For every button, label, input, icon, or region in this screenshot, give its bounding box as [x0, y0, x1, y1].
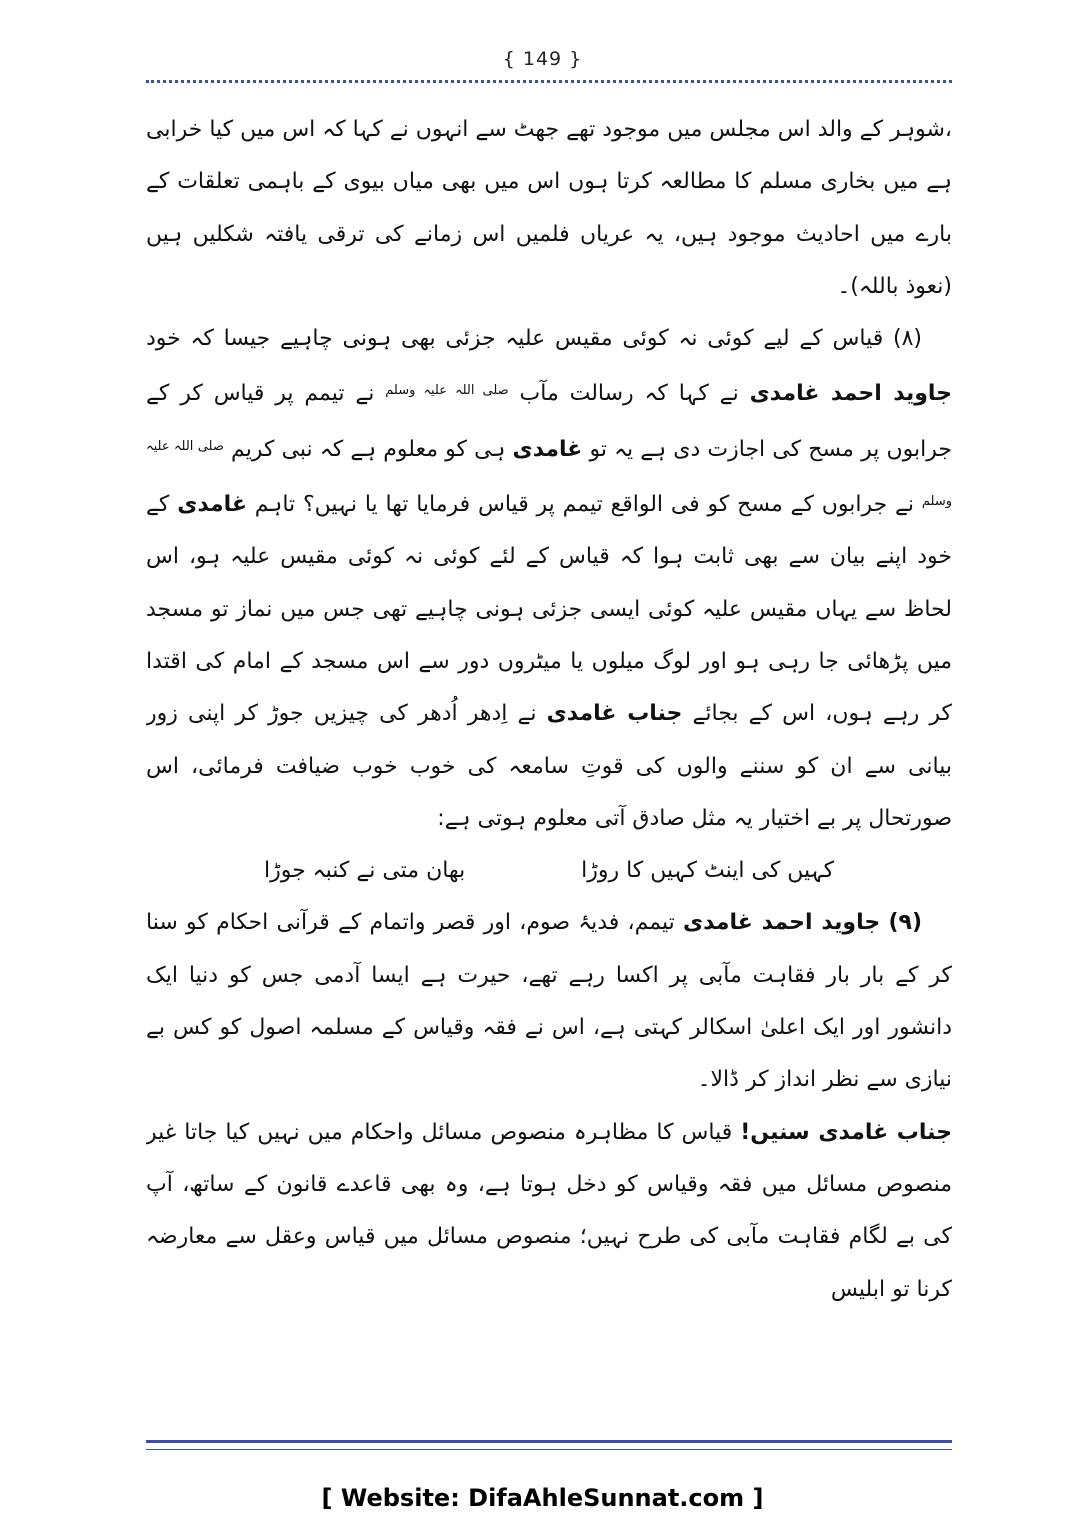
paragraph-2-text-e: نے جرابوں کے مسح کو فی الواقع تیمم پر قیاس فرمایا تھا یا نہیں؟ تاہم [254, 492, 915, 518]
honorific-salawat-1: صلی اللہ علیہ وسلم [385, 383, 509, 399]
name-janab-ghamidi-suniye: جناب غامدی سنیں! [740, 1119, 952, 1145]
name-janab-ghamidi: جناب غامدی [546, 701, 683, 727]
page-number: { 149 } [502, 48, 583, 70]
paragraph-2-text-d: ہی کو معلوم ہے کہ نبی کریم [231, 436, 506, 462]
paragraph-3-number: (۹) [888, 910, 922, 936]
paragraph-1: ،شوہر کے والد اس مجلس میں موجود تھے جھٹ سے انہوں نے کہا کہ اس میں کیا خرابی ہے میں بخاری مسلم کا مطالعہ کرتا ہوں اس میں بھی میاں بیوی کے باہمی تعلقات کے بارے میں احادیث موجود ہیں، یہ عریاں فلمیں اس زمانے کی ترقی یافتہ شکلیں ہیں (نعوذ باللہ)۔ [146, 117, 952, 299]
paragraph-2-text-c: نے تیمم پر قیاس کر کے جرابوں پر مسح کی اجازت دی ہے یہ تو [146, 381, 952, 462]
paragraph-2 [146, 313, 952, 845]
couplet-line-2: بھان متی نے کنبہ جوڑا [263, 858, 466, 884]
paragraph-2-text-a: (۸) قیاس کے لیے کوئی نہ کوئی مقیس علیہ جزئی بھی ہونی چاہیے جیسا کہ خود [146, 326, 922, 352]
website-footer: [ Website: DifaAhleSunnat.com ] [321, 1484, 764, 1512]
paragraph-4-text: قیاس کا مظاہرہ منصوص مسائل واحکام میں نہیں کیا جاتا غیر منصوص مسائل میں فقہ وقیاس کو دخل ہوتا ہے، وہ بھی قاعدے قانون کے ساتھ، آپ کی بے لگام فقاہت مآبی کی طرح نہیں؛ منصوص مسائل میں قیاس وعقل سے معارضہ کرنا تو ابلیس [146, 1119, 952, 1302]
page-body [146, 104, 952, 1329]
header-dotted-rule [146, 80, 952, 83]
paragraph-3 [146, 897, 952, 1106]
paragraph-4 [146, 1107, 952, 1316]
paragraph-2-text-g: نے اِدھر اُدھر کی چیزیں جوڑ کر اپنی زور بیانی سے ان کو سننے والوں کی قوتِ سامعہ کی خوب خوب ضیافت فرمائی، اس صورتحال پر بے اختیار یہ مثل صادق آتی معلوم ہوتی ہے: [146, 701, 952, 831]
footer-double-rule [146, 1440, 952, 1450]
proverb-couplet [146, 845, 952, 897]
name-ghamidi-1: غامدی [512, 436, 583, 462]
paragraph-3-text: تیمم، فدیۂ صوم، اور قصر واتمام کے قرآنی احکام کو سنا کر کے بار بار فقاہت مآبی پر اکسا رہے تھے، حیرت ہے ایسا آدمی جس کو دنیا ایک دانشور اور ایک اعلیٰ اسکالر کہتی ہے، اس نے فقہ وقیاس کے مسلمہ اصول کو کس بے نیازی سے نظر انداز کر ڈالا۔ [146, 910, 952, 1093]
name-javed-ahmad-ghamidi: جاوید احمد غامدی [749, 381, 952, 407]
honorific-salawat-2: صلی اللہ علیہ وسلم [146, 438, 952, 510]
name-javed-ahmad-ghamidi-2: جاوید احمد غامدی [683, 910, 881, 936]
paragraph-2-text-b: نے کہا کہ رسالت مآب [519, 381, 739, 407]
paragraph-2-text-f: کے خود اپنے بیان سے بھی ثابت ہوا کہ قیاس کے لئے کوئی نہ کوئی مقیس علیہ ہو، اس لحاظ سے یہاں مقیس علیہ کوئی ایسی جزئی ہونی چاہیے تھی جس میں نماز تو مسجد میں پڑھائی جا رہی ہو اور لوگ میلوں یا میٹروں دور سے اس مسجد کے امام کی اقتدا کر رہے ہوں، اس کے بجائے [146, 492, 952, 727]
name-ghamidi-2: غامدی [177, 492, 247, 518]
couplet-line-1: کہیں کی اینٹ کہیں کا روڑا [581, 858, 835, 884]
